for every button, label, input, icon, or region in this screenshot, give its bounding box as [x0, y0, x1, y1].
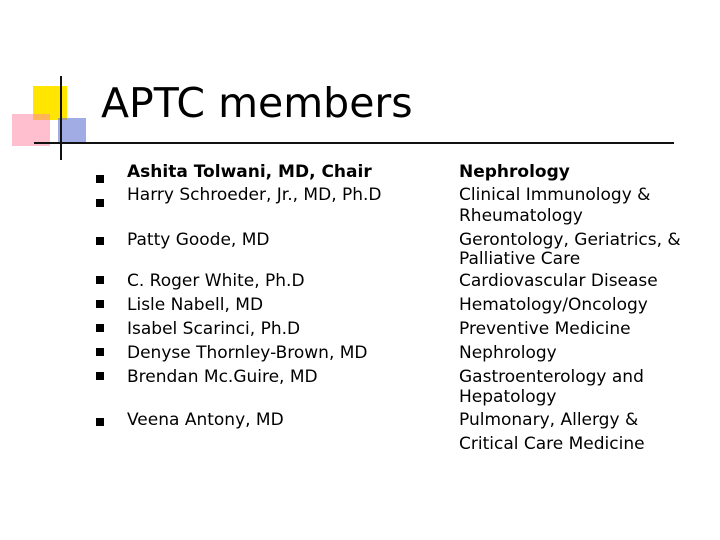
bullet-icon [96, 300, 104, 308]
member-specialty-continued: Rheumatology [459, 206, 583, 226]
bullet-icon [96, 276, 104, 284]
member-name: C. Roger White, Ph.D [127, 271, 305, 291]
member-name: Veena Antony, MD [127, 410, 284, 430]
member-specialty: Gastroenterology and [459, 367, 644, 387]
bullet-icon [96, 324, 104, 332]
member-specialty-continued: Palliative Care [459, 249, 581, 269]
member-specialty: Nephrology [459, 162, 570, 182]
bullet-icon [96, 175, 104, 183]
member-specialty: Gerontology, Geriatrics, & [459, 230, 681, 250]
bullet-icon [96, 372, 104, 380]
bullet-icon [96, 199, 104, 207]
member-specialty-continued: Hepatology [459, 387, 557, 407]
bullet-icon [96, 418, 104, 426]
title-divider-line [34, 142, 674, 144]
bullet-icon [96, 348, 104, 356]
member-specialty: Hematology/Oncology [459, 295, 648, 315]
member-name: Patty Goode, MD [127, 230, 270, 250]
member-name: Denyse Thornley-Brown, MD [127, 343, 368, 363]
decorative-vertical-line [60, 76, 62, 160]
slide-title: APTC members [101, 79, 413, 127]
bullet-icon [96, 237, 104, 245]
member-name: Lisle Nabell, MD [127, 295, 264, 315]
member-specialty: Cardiovascular Disease [459, 271, 658, 291]
member-name: Ashita Tolwani, MD, Chair [127, 162, 372, 182]
member-name: Isabel Scarinci, Ph.D [127, 319, 301, 339]
decorative-blue-square [58, 118, 86, 142]
member-specialty: Pulmonary, Allergy & [459, 410, 639, 430]
member-name: Harry Schroeder, Jr., MD, Ph.D [127, 185, 382, 205]
member-specialty: Preventive Medicine [459, 319, 631, 339]
member-specialty: Clinical Immunology & [459, 185, 651, 205]
member-specialty-continued: Critical Care Medicine [459, 434, 645, 454]
member-name: Brendan Mc.Guire, MD [127, 367, 318, 387]
member-specialty: Nephrology [459, 343, 557, 363]
